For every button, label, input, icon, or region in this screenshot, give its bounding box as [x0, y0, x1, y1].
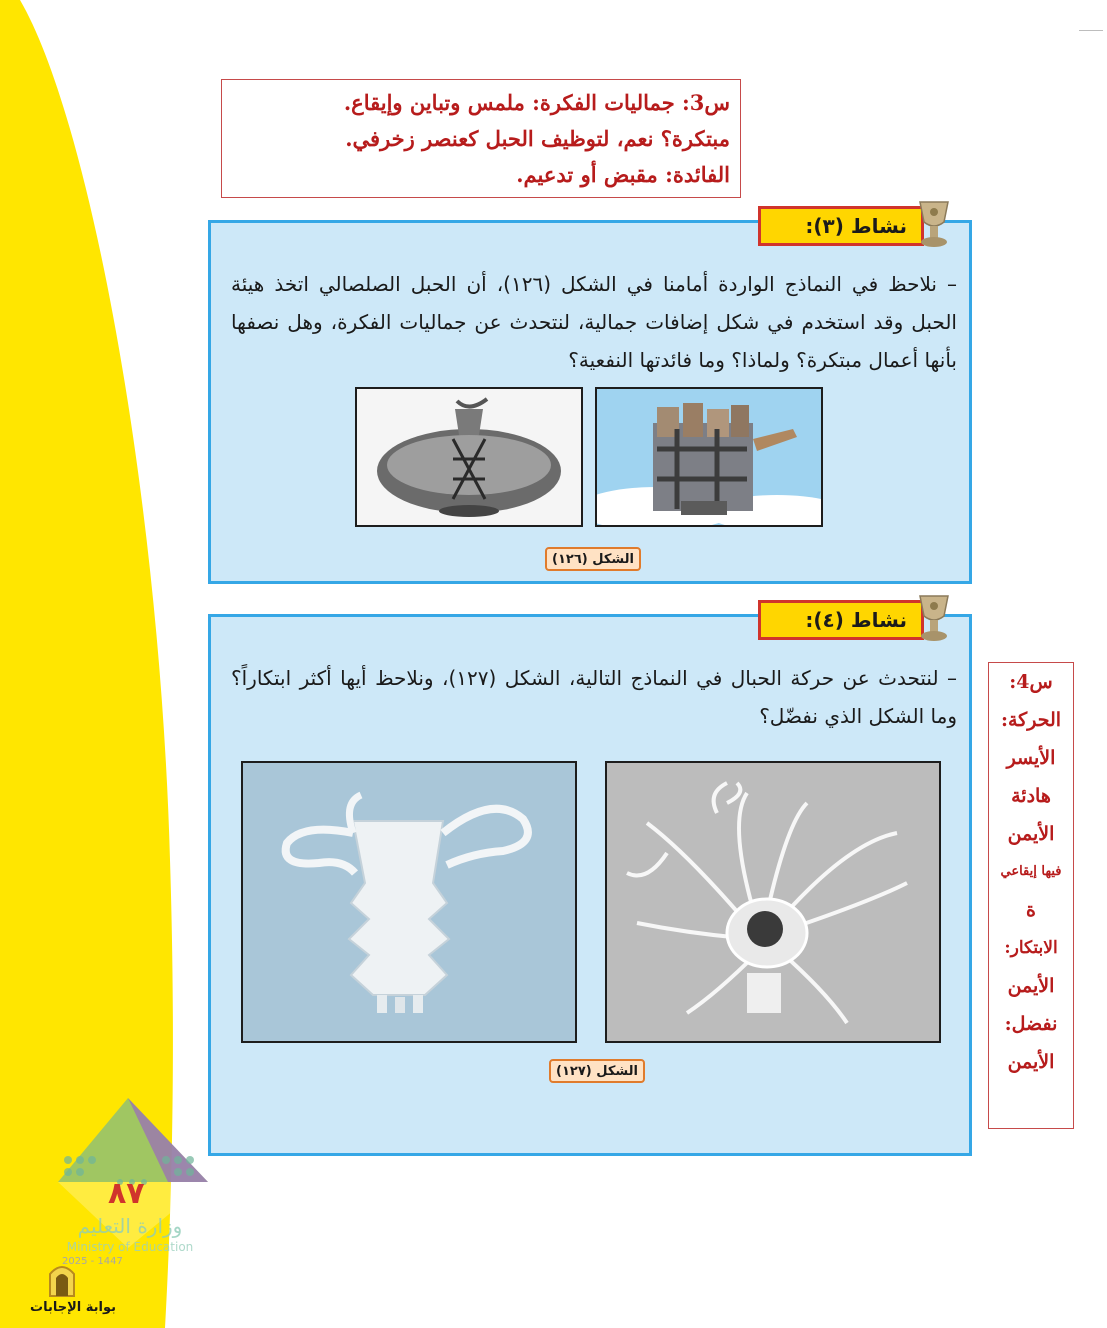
- footer-year: 2025 - 1447: [62, 1256, 123, 1267]
- page-number: ٨٧: [108, 1176, 145, 1211]
- q4-answer-line: ة: [1026, 899, 1036, 921]
- q4-answer-line: الأيمن: [1007, 823, 1055, 845]
- answers-portal-label[interactable]: بوابة الإجابات: [30, 1300, 116, 1315]
- q4-answer-box: [988, 662, 1074, 1129]
- activity-4-title-text: نشاط (٤):: [805, 608, 907, 632]
- trophy-cup-icon: [914, 196, 954, 252]
- answers-portal-logo-icon: [46, 1258, 78, 1298]
- corner-mark-top-right: [1079, 30, 1103, 55]
- q4-answer-line: فيها إيقاعي: [1000, 864, 1062, 879]
- ministry-name-english: Ministry of Education: [66, 1240, 194, 1254]
- q4-answer-line: الحركة:: [1000, 709, 1062, 731]
- activity-4-title: [758, 600, 924, 640]
- q4-answer-line: نفضل:: [1004, 1013, 1058, 1035]
- activity-4-panel: [208, 614, 972, 1156]
- figure-126-photo-vase: [355, 387, 583, 527]
- q3-answer-line-1: س3: جماليات الفكرة: ملمس وتباين وإيقاع.: [343, 90, 730, 115]
- activity-4-text: – لنتحدث عن حركة الحبال في النماذج التالية، الشكل (١٢٧)، ونلاحظ أيها أكثر ابتكاراً؟ وما الشكل الذي نفضّل؟: [231, 666, 957, 728]
- activity-3-title: [758, 206, 924, 246]
- q4-answer-line: س4:: [1009, 671, 1053, 693]
- figure-127-photo-rope-sculpture: [605, 761, 941, 1043]
- trophy-cup-icon: [914, 590, 954, 646]
- activity-3-panel: [208, 220, 972, 584]
- q4-answer-line: الأيسر: [1006, 747, 1056, 769]
- activity-3-title-text: نشاط (٣):: [805, 214, 907, 238]
- q3-answer-line-3: الفائدة: مقبض أو تدعيم.: [516, 162, 730, 187]
- q4-answer-line: الأيمن: [1007, 975, 1055, 997]
- figure-127-caption: الشكل (١٢٧): [549, 1059, 645, 1083]
- figure-127-photo-vase-handles: [241, 761, 577, 1043]
- ministry-name-arabic: وزارة التعليم: [77, 1214, 183, 1238]
- q3-answer-line-2: مبتكرة؟ نعم، لتوظيف الحبل كعنصر زخرفي.: [345, 126, 730, 151]
- q4-answer-line: الابتكار:: [1004, 938, 1058, 958]
- q4-answer-line: الأيمن: [1007, 1051, 1055, 1073]
- figure-126-caption: الشكل (١٢٦): [545, 547, 641, 571]
- q4-answer-line: هادئة: [1011, 785, 1051, 807]
- figure-126-photo-teapot: [595, 387, 823, 527]
- q3-answer-box: [221, 79, 741, 198]
- activity-3-text: – نلاحظ في النماذج الواردة أمامنا في الشكل (١٢٦)، أن الحبل الصلصالي اتخذ هيئة الحبل وقد استخدم في شكل إضافات جمالية، لنتحدث عن جماليات الفكرة، وهل نصفها بأنها أعمال مبتكرة؟ ولماذا؟ وما فائدتها النفعية؟: [231, 272, 957, 372]
